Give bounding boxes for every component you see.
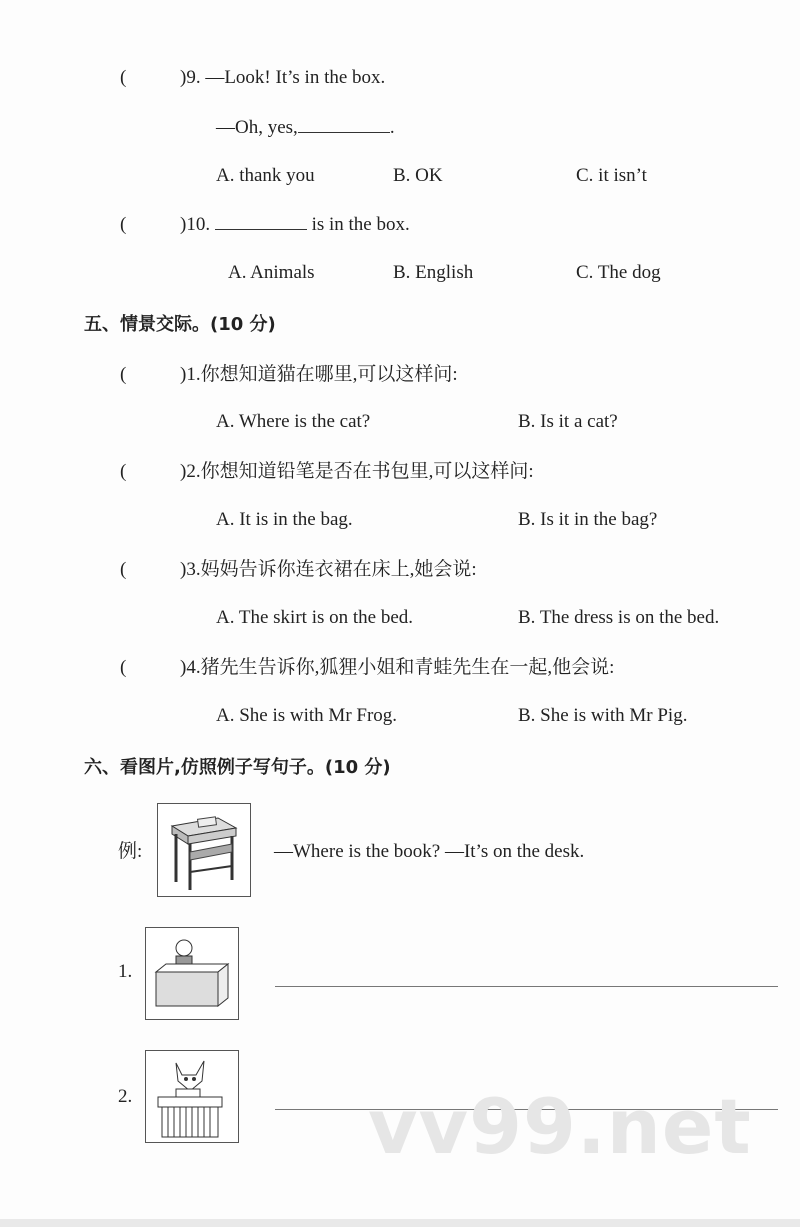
- question-number: )9.: [180, 67, 201, 88]
- option-c: C. The dog: [576, 262, 661, 283]
- question-number: )3.: [180, 559, 201, 580]
- question-text: —Look! It’s in the box.: [205, 67, 386, 88]
- item-label: 1.: [118, 961, 133, 982]
- answer-paren[interactable]: (: [120, 461, 127, 482]
- question-text: 猪先生告诉你,狐狸小姐和青蛙先生在一起,他会说:: [200, 657, 615, 678]
- punctuation: .: [389, 117, 395, 138]
- section-6-heading: 六、看图片,仿照例子写句子。(10 分): [84, 757, 391, 778]
- question-10: [180, 213, 410, 237]
- page-bottom-edge: [0, 1219, 800, 1227]
- option-a: A. thank you: [216, 165, 315, 186]
- option-c: C. it isn’t: [576, 165, 647, 186]
- option-a: A. Where is the cat?: [216, 411, 371, 432]
- question-text: 妈妈告诉你连衣裙在床上,她会说:: [200, 559, 477, 580]
- answer-paren[interactable]: (: [120, 364, 127, 385]
- section-5-heading: 五、情景交际。(10 分): [84, 314, 276, 335]
- doll-in-box-picture: [145, 927, 239, 1020]
- question-9: [180, 66, 385, 90]
- question-text: —Oh, yes,: [216, 117, 298, 138]
- answer-paren[interactable]: (: [120, 67, 127, 88]
- option-b: B. Is it in the bag?: [518, 509, 658, 530]
- desk-book-picture: [157, 803, 251, 897]
- option-b: B. The dress is on the bed.: [518, 607, 720, 628]
- answer-paren[interactable]: (: [120, 559, 127, 580]
- desk-icon: [158, 804, 250, 896]
- fill-blank[interactable]: [298, 116, 390, 133]
- question-2: [180, 460, 534, 484]
- fox-on-box-picture: [145, 1050, 239, 1143]
- question-text: 你想知道铅笔是否在书包里,可以这样问:: [200, 461, 534, 482]
- question-number: )4.: [180, 657, 201, 678]
- fill-blank[interactable]: [215, 213, 307, 230]
- question-number: )2.: [180, 461, 201, 482]
- question-text: is in the box.: [311, 214, 410, 235]
- example-label: 例:: [118, 841, 143, 862]
- question-number: )1.: [180, 364, 201, 385]
- option-a: A. She is with Mr Frog.: [216, 705, 398, 726]
- answer-line-1[interactable]: [275, 986, 778, 987]
- watermark: vv99.net: [368, 1082, 752, 1171]
- option-b: B. Is it a cat?: [518, 411, 618, 432]
- option-a: A. It is in the bag.: [216, 509, 353, 530]
- question-3: [180, 558, 477, 582]
- answer-paren[interactable]: (: [120, 214, 127, 235]
- option-b: B. OK: [393, 165, 443, 186]
- answer-paren[interactable]: (: [120, 657, 127, 678]
- doll-box-icon: [146, 928, 238, 1019]
- fox-gift-box-icon: [146, 1051, 238, 1142]
- option-a: A. The skirt is on the bed.: [216, 607, 414, 628]
- question-4: [180, 656, 614, 680]
- question-number: )10.: [180, 214, 211, 235]
- option-b: B. She is with Mr Pig.: [518, 705, 688, 726]
- question-text: 你想知道猫在哪里,可以这样问:: [200, 364, 458, 385]
- item-label: 2.: [118, 1086, 133, 1107]
- question-1: [180, 363, 458, 387]
- example-sentence: —Where is the book? —It’s on the desk.: [274, 841, 585, 862]
- option-a: A. Animals: [228, 262, 315, 283]
- question-9-line2: [216, 116, 395, 140]
- option-b: B. English: [393, 262, 474, 283]
